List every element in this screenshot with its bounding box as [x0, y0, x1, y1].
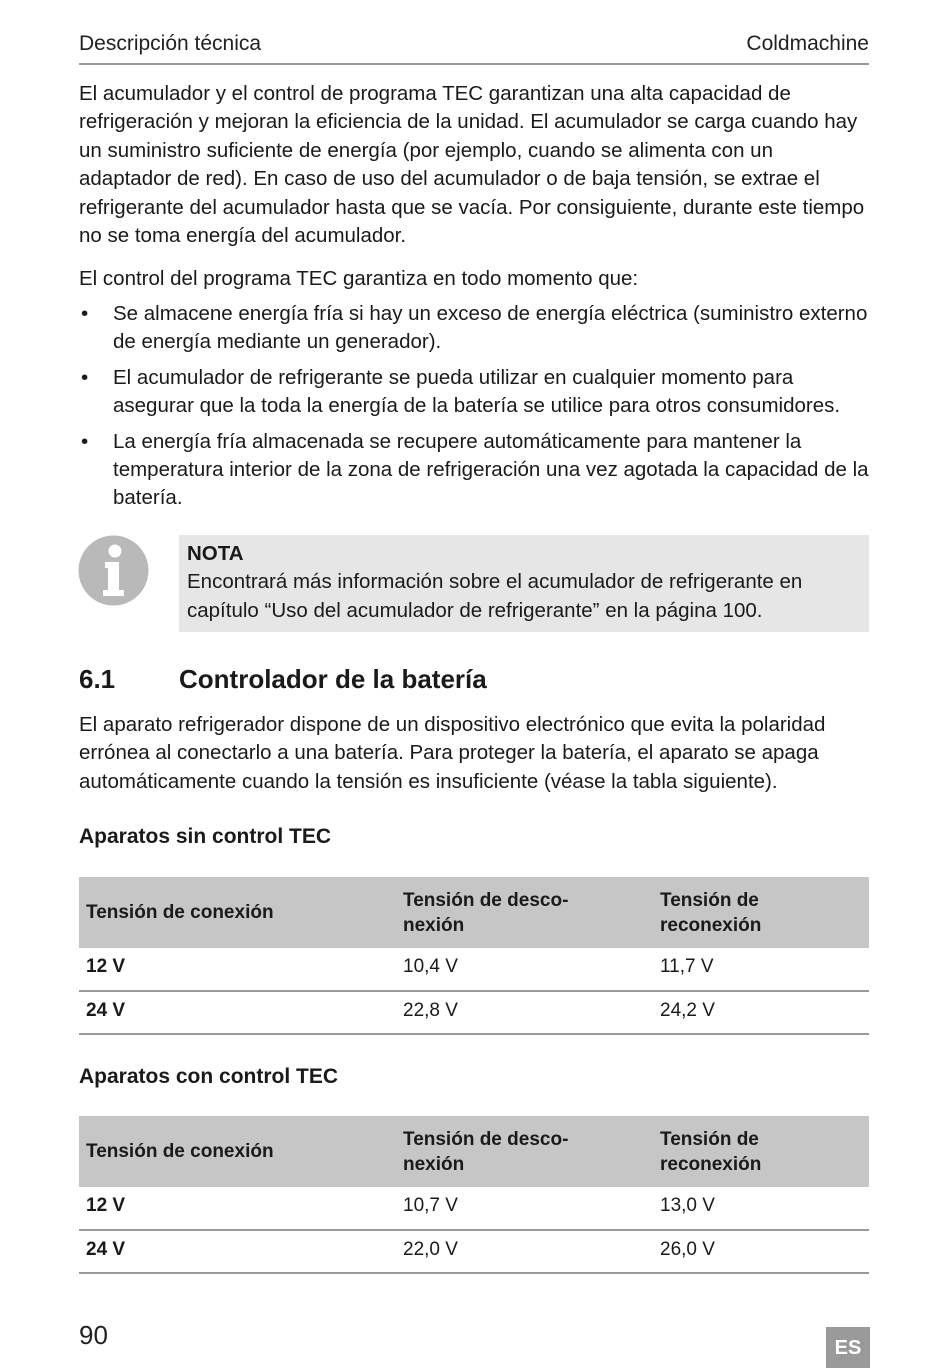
list-item [79, 364, 869, 421]
table-cell: 11,7 V [653, 948, 869, 991]
table-cell: 12 V [79, 1187, 396, 1230]
page-number: 90 [79, 1320, 108, 1350]
column-header-connection-voltage: Tensión de conexión [79, 1116, 396, 1187]
header-product-name: Coldmachine [746, 32, 869, 55]
list-item [79, 300, 869, 357]
table-header-row [79, 1116, 869, 1187]
table-cell: 22,8 V [396, 991, 653, 1034]
table-row [79, 948, 869, 991]
bullet-marker: • [81, 302, 89, 325]
language-badge: ES [826, 1327, 870, 1368]
section-title: Controlador de la batería [179, 664, 487, 694]
header-line: nexión [403, 1153, 465, 1175]
tec-intro-paragraph: El control del programa TEC garantiza en todo momento que: [79, 267, 639, 290]
bullet-marker: • [81, 429, 89, 453]
section-number: 6.1 [79, 664, 116, 694]
table-row [79, 1187, 869, 1230]
table-header-row [79, 877, 869, 948]
page-header [79, 30, 869, 65]
column-header-disconnection-voltage [396, 877, 653, 948]
voltage-table-with-tec [79, 1116, 869, 1274]
table-cell: 24 V [79, 1230, 396, 1273]
table-cell: 24 V [79, 991, 396, 1034]
info-icon [78, 535, 149, 606]
header-line: nexión [403, 914, 465, 936]
voltage-table-without-tec [79, 877, 869, 1035]
header-line: Tensión de desco- [403, 889, 569, 911]
column-header-reconnection-voltage: Tensión de reconexión [653, 877, 869, 948]
table-cell: 26,0 V [653, 1230, 869, 1273]
note-title: NOTA [187, 542, 244, 565]
column-header-disconnection-voltage [396, 1116, 653, 1187]
table-cell: 22,0 V [396, 1230, 653, 1273]
table-cell: 10,7 V [396, 1187, 653, 1230]
bullet-marker: • [81, 365, 89, 389]
note-text: Encontrará más información sobre el acumulador de refrigerante en capítulo “Uso del acumulador de refrigerante” en la página 100. [187, 570, 803, 622]
header-line: Tensión de desco- [403, 1128, 569, 1150]
table-cell: 10,4 V [396, 948, 653, 991]
column-header-reconnection-voltage: Tensión de reconexión [653, 1116, 869, 1187]
tec-bullet-list [79, 300, 869, 520]
table-row [79, 1230, 869, 1273]
header-section-title: Descripción técnica [79, 32, 262, 55]
list-item-text: La energía fría almacenada se recupere automáticamente para mantener la temperatura interior de la zona de refrigeración una vez agotada la capacidad de la batería. [113, 429, 869, 510]
table-cell: 12 V [79, 948, 396, 991]
intro-paragraph: El acumulador y el control de programa TEC garantizan una alta capacidad de refrigeración y mejoran la eficiencia de la unidad. El acumulador se carga cuando hay un suministro suficiente de energía (por ejemplo, cuando se alimenta con un adaptador de red). En caso de uso del acumulador o de baja tensión, se extrae el refrigerante del acumulador hasta que se vacía. Por consiguiente, durante este tiempo no se toma energía del acumulador. [79, 82, 865, 248]
table-cell: 13,0 V [653, 1187, 869, 1230]
table-title-with-tec: Aparatos con control TEC [79, 1065, 339, 1088]
list-item-text: Se almacene energía fría si hay un exceso de energía eléctrica (suministro externo de energía mediante un generador). [113, 302, 868, 354]
note-box [179, 535, 869, 632]
table-cell: 24,2 V [653, 991, 869, 1034]
list-item-text: El acumulador de refrigerante se pueda utilizar en cualquier momento para asegurar que la toda la energía de la batería se utilice para otros consumidores. [113, 365, 841, 418]
column-header-connection-voltage: Tensión de conexión [79, 877, 396, 948]
section-paragraph: El aparato refrigerador dispone de un dispositivo electrónico que evita la polaridad errónea al conectarlo a una batería. Para proteger la batería, el aparato se apaga automáticamente cuando la tensión es insuficiente (véase la tabla siguiente). [79, 713, 826, 793]
table-title-without-tec: Aparatos sin control TEC [79, 825, 332, 848]
table-row [79, 991, 869, 1034]
list-item [79, 428, 869, 513]
